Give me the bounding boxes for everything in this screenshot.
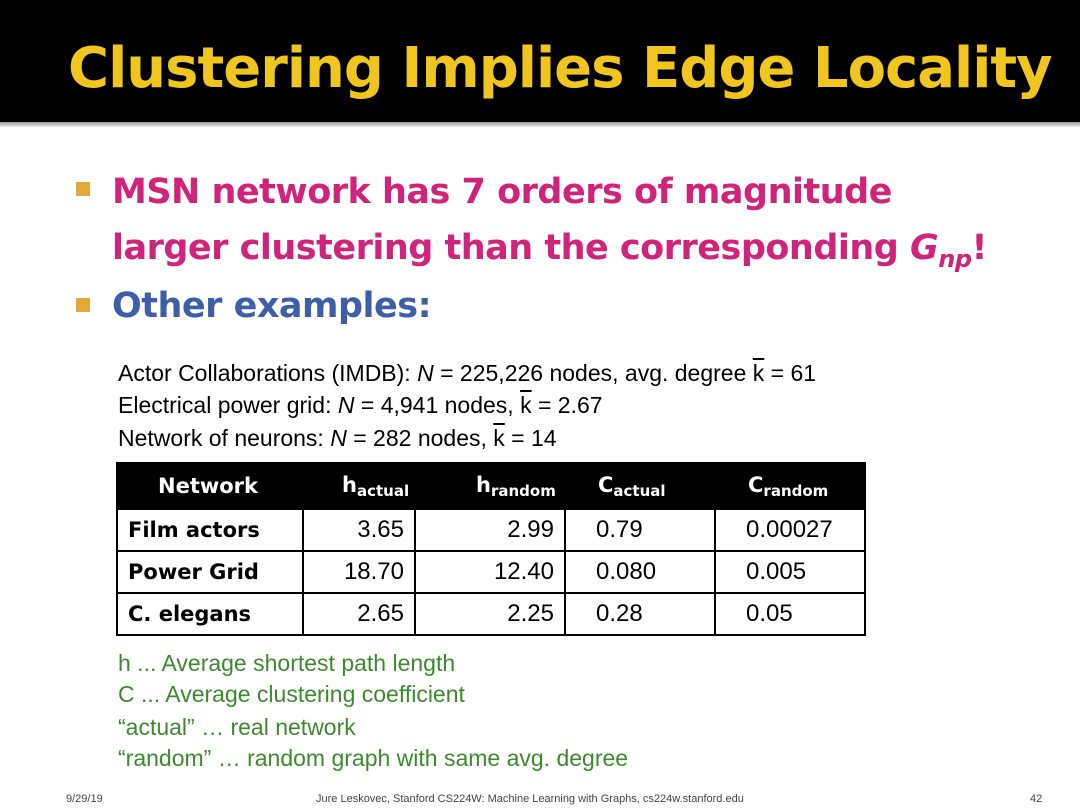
cell-h-actual: 2.65	[303, 593, 415, 635]
example-grid-nodes: = 4,941 nodes,	[354, 392, 521, 418]
header-h-symbol: h	[342, 472, 357, 497]
table-row	[117, 509, 865, 551]
cell-h-actual: 18.70	[303, 551, 415, 593]
example-imdb	[118, 360, 816, 387]
header-c-actual-sub: actual	[613, 481, 666, 500]
table-row	[117, 593, 865, 635]
example-power-grid	[118, 392, 603, 419]
header-c2-symbol: C	[748, 472, 764, 497]
bullet-msn-line2-text: larger clustering than the corresponding	[112, 228, 911, 268]
title-bar	[0, 0, 1080, 122]
example-imdb-kval: = 61	[764, 360, 817, 386]
header-h2-symbol: h	[476, 472, 491, 497]
example-imdb-label: Actor Collaborations (IMDB):	[118, 360, 418, 386]
cell-network: C. elegans	[117, 593, 303, 635]
legend-c: C ... Average clustering coefficient	[118, 681, 465, 707]
cell-h-random: 2.25	[415, 593, 565, 635]
bullet-msn-line2	[112, 228, 987, 273]
example-imdb-kbar: $\overline{k}$	[752, 360, 765, 386]
bullet-square-icon	[76, 182, 90, 196]
bullet-other-examples: Other examples:	[112, 286, 432, 326]
gnp-symbol: G	[910, 228, 939, 268]
footer-credit: Jure Leskovec, Stanford CS224W: Machine Learning with Graphs, cs224w.stanford.edu	[316, 793, 744, 805]
cell-c-random: 0.05	[715, 593, 865, 635]
example-grid-kval: = 2.67	[531, 392, 603, 418]
header-h-actual	[303, 463, 415, 509]
table-row	[117, 551, 865, 593]
gnp-subscript: np	[938, 245, 972, 273]
example-neurons-kval: = 14	[504, 425, 557, 451]
header-c-random	[715, 463, 865, 509]
cell-c-actual: 0.28	[565, 593, 715, 635]
example-grid-label: Electrical power grid:	[118, 392, 338, 418]
footer-page-number: 42	[1030, 793, 1043, 805]
legend-h: h ... Average shortest path length	[118, 650, 456, 676]
header-c-symbol: C	[598, 472, 614, 497]
example-imdb-N: N	[417, 360, 434, 386]
slide-title: Clustering Implies Edge Locality	[68, 36, 1052, 101]
table-header-row	[117, 463, 865, 509]
example-grid-N: N	[337, 392, 355, 418]
cell-h-random: 12.40	[415, 551, 565, 593]
header-h-random	[415, 463, 565, 509]
example-grid-kbar: $\overline{k}$	[520, 392, 532, 418]
legend-random: “random” … random graph with same avg. degree	[118, 745, 629, 771]
bullet-msn-line1: MSN network has 7 orders of magnitude	[112, 172, 892, 212]
header-h-actual-sub: actual	[356, 481, 410, 500]
cell-c-actual: 0.79	[565, 509, 715, 551]
example-neurons-kbar: $\overline{k}$	[493, 425, 505, 451]
title-divider	[0, 122, 1080, 127]
cell-c-random: 0.00027	[715, 509, 865, 551]
cell-h-actual: 3.65	[303, 509, 415, 551]
bullet-square-icon	[76, 298, 90, 312]
example-neurons-nodes: = 282 nodes,	[346, 425, 494, 451]
example-neurons-label: Network of neurons:	[118, 425, 331, 451]
cell-network: Film actors	[117, 509, 303, 551]
header-c-random-sub: random	[763, 481, 829, 500]
footer-date: 9/29/19	[66, 793, 103, 805]
example-neurons-N: N	[330, 425, 347, 451]
cell-c-actual: 0.080	[565, 551, 715, 593]
network-stats-table	[116, 462, 866, 636]
header-c-actual	[565, 463, 715, 509]
bullet-msn-exclaim: !	[971, 228, 988, 268]
cell-h-random: 2.99	[415, 509, 565, 551]
cell-network: Power Grid	[117, 551, 303, 593]
cell-c-random: 0.005	[715, 551, 865, 593]
legend-actual: “actual” … real network	[118, 714, 356, 740]
header-h-random-sub: random	[490, 481, 556, 500]
example-imdb-nodes: = 225,226 nodes, avg. degree	[433, 360, 753, 386]
example-neurons	[118, 425, 557, 452]
header-network: Network	[117, 463, 303, 509]
